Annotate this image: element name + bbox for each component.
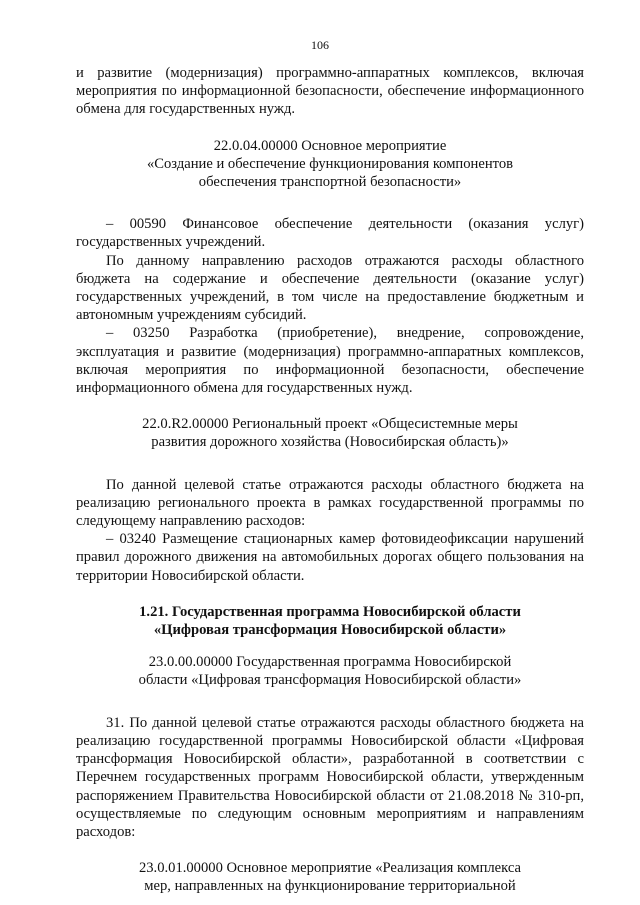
heading-23-0-00-line1: 23.0.00.00000 Государственная программа Новосибирской [148,654,512,671]
section-heading-1-21-line2: «Цифровая трансформация Новосибирской области» [153,622,507,639]
heading-22-0-04-line3: обеспечения транспортной безопасности» [198,174,462,191]
paragraph-31: 31. По данной целевой статье отражаются расходы областного бюджета на реализацию государственной программы Новосибирской области «Цифровая трансформация Новосибирской области», разработанной в соответствии с Перечнем государственных программ Новосибирской области, утвержденным распоряжением Правительства Новосибирской области от 21.08.2018 № 310-рп, осуществляемые по следующим основным мероприятиям и направлениям расходов: [76,714,584,840]
item-03250: – 03250 Разработка (приобретение), внедрение, сопровождение, эксплуатация и развитие (модернизация) программно-аппаратных комплексов, включая мероприятия по информационной безопасности, обеспечение информационного обмена для государственных нужд. [76,325,584,397]
heading-22-0-04-line2: «Создание и обеспечение функционирования компонентов [146,155,514,172]
heading-23-0-00-line2: области «Цифровая трансформация Новосибирской области» [138,672,522,689]
item-03240: – 03240 Размещение стационарных камер фотовидеофиксации нарушений правил дорожного движения на автомобильных дорогах общего пользования на территории Новосибирской области. [76,531,584,584]
item-00590: – 00590 Финансовое обеспечение деятельности (оказания услуг) государственных учреждений. [76,216,584,251]
paragraph-00590-description: По данному направлению расходов отражаются расходы областного бюджета на содержание и обеспечение деятельности (оказание услуг) государственных учреждений, в том числе на предоставление бюджетным и автономным учреждениям субсидий. [76,252,584,324]
page-number: 106 [311,38,329,52]
heading-22-0-04-line1: 22.0.04.00000 Основное мероприятие [213,137,447,154]
heading-22-0-r2-line2: развития дорожного хозяйства (Новосибирская область)» [151,434,509,451]
paragraph-regional-project: По данной целевой статье отражаются расходы областного бюджета на реализацию регионального проекта в рамках государственной программы по следующему направлению расходов: [76,476,584,530]
heading-23-0-01-line2: мер, направленных на функционирование территориальной [144,878,516,895]
section-heading-1-21-line1: 1.21. Государственная программа Новосибирской области [139,603,521,620]
page-content [76,64,584,896]
heading-22-0-r2-line1: 22.0.R2.00000 Региональный проект «Общесистемные меры [142,416,518,433]
heading-23-0-01-line1: 23.0.01.00000 Основное мероприятие «Реализация комплекса [138,860,522,877]
paragraph-continuation: и развитие (модернизация) программно-аппаратных комплексов, включая мероприятия по информационной безопасности, обеспечение информационного обмена для государственных нужд. [76,65,584,118]
